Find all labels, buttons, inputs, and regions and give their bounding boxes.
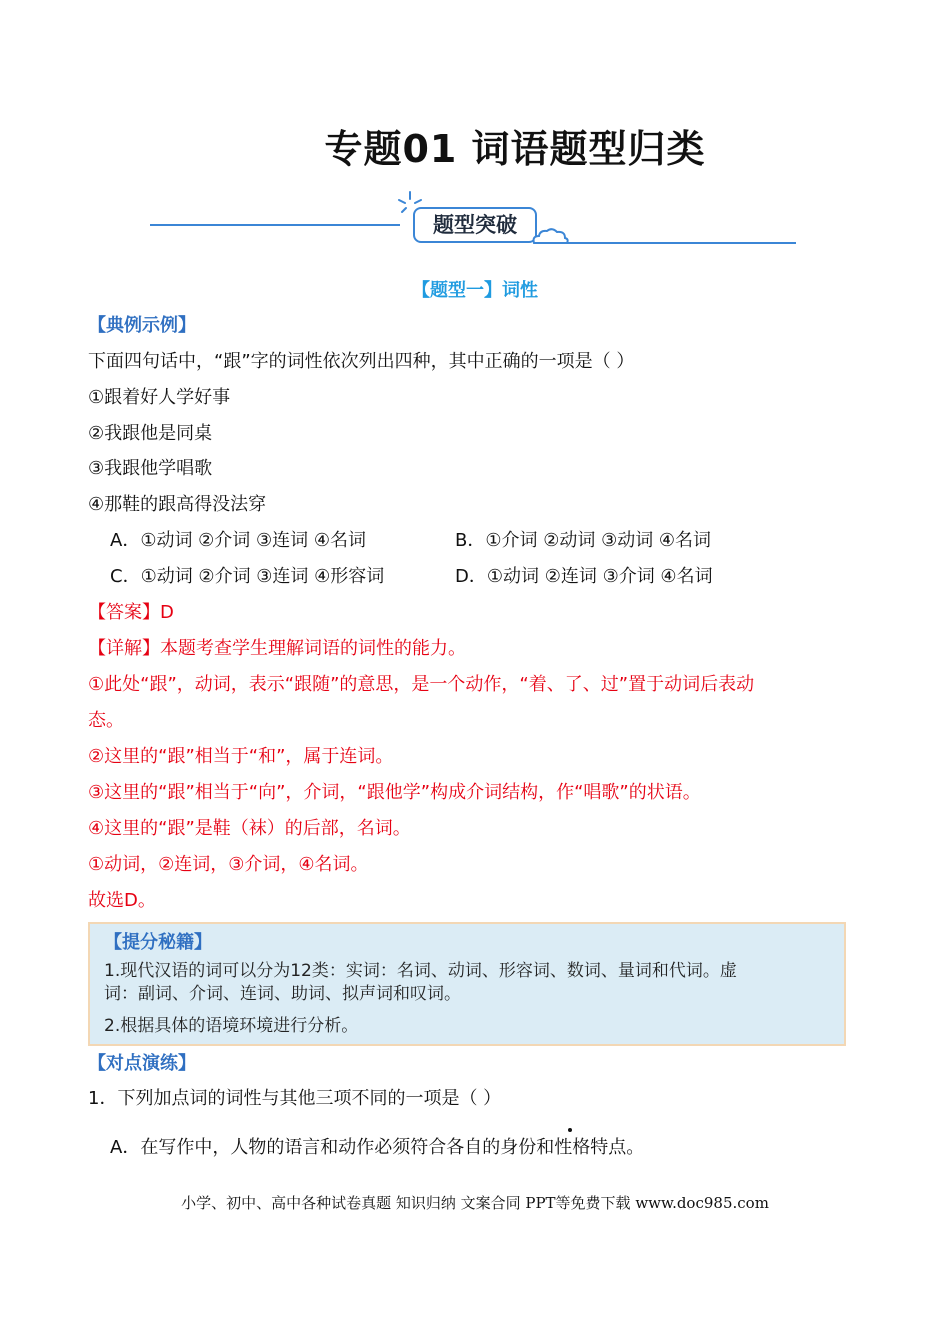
cloud-icon bbox=[530, 226, 570, 246]
emphasis-dot bbox=[568, 1128, 572, 1132]
practice-question: 1．下列加点词的词性与其他三项不同的一项是（ ） bbox=[88, 1088, 502, 1109]
banner-divider-right bbox=[548, 242, 796, 244]
option-d: D．①动词 ②连词 ③介词 ④名词 bbox=[455, 566, 713, 587]
option-c: C．①动词 ②介词 ③连词 ④形容词 bbox=[110, 566, 385, 587]
sentence-1: ①跟着好人学好事 bbox=[88, 387, 231, 408]
explanation-line: 故选D。 bbox=[88, 890, 156, 911]
banner-label: 题型突破 bbox=[433, 213, 517, 237]
option-b: B．①介词 ②动词 ③动词 ④名词 bbox=[455, 530, 712, 551]
option-a: A．①动词 ②介词 ③连词 ④名词 bbox=[110, 530, 367, 551]
practice-option-a: A．在写作中，人物的语言和动作必须符合各自的身份和性格特点。 bbox=[110, 1137, 645, 1158]
explanation-row bbox=[88, 637, 466, 661]
section-heading: 【题型一】词性 bbox=[412, 280, 538, 301]
page-title: 专题01 词语题型归类 bbox=[324, 127, 706, 171]
answer-row bbox=[88, 601, 174, 625]
sentence-2: ②我跟他是同桌 bbox=[88, 423, 213, 444]
answer-value: D bbox=[160, 602, 174, 623]
explanation-line: 态。 bbox=[88, 710, 124, 731]
explanation-line: ①此处“跟”，动词，表示“跟随”的意思，是一个动作，“着、了、过”置于动词后表动 bbox=[88, 674, 755, 695]
explanation-intro: 本题考查学生理解词语的词性的能力。 bbox=[160, 638, 466, 659]
page-footer: 小学、初中、高中各种试卷真题 知识归纳 文案合同 PPT等免费下载 www.doc985.com bbox=[181, 1194, 769, 1212]
explanation-line: ②这里的“跟”相当于“和”，属于连词。 bbox=[88, 746, 394, 767]
example-label: 【典例示例】 bbox=[88, 315, 196, 336]
tips-label: 【提分秘籍】 bbox=[104, 932, 212, 953]
explanation-label: 【详解】 bbox=[88, 638, 160, 659]
example-question: 下面四句话中，“跟”字的词性依次列出四种，其中正确的一项是（ ） bbox=[88, 351, 635, 372]
tips-line: 词：副词、介词、连词、助词、拟声词和叹词。 bbox=[104, 984, 461, 1004]
explanation-line: ①动词，②连词，③介词，④名词。 bbox=[88, 854, 369, 875]
tips-line: 2.根据具体的语境环境进行分析。 bbox=[104, 1016, 359, 1036]
explanation-line: ④这里的“跟”是鞋（袜）的后部，名词。 bbox=[88, 818, 411, 839]
tips-line: 1.现代汉语的词可以分为12类：实词：名词、动词、形容词、数词、量词和代词。虚 bbox=[104, 961, 737, 981]
practice-label: 【对点演练】 bbox=[88, 1053, 196, 1074]
sentence-3: ③我跟他学唱歌 bbox=[88, 458, 213, 479]
sentence-4: ④那鞋的跟高得没法穿 bbox=[88, 494, 267, 515]
answer-label: 【答案】 bbox=[88, 602, 160, 623]
explanation-line: ③这里的“跟”相当于“向”，介词，“跟他学”构成介词结构，作“唱歌”的状语。 bbox=[88, 782, 701, 803]
banner-divider-left bbox=[150, 224, 400, 226]
